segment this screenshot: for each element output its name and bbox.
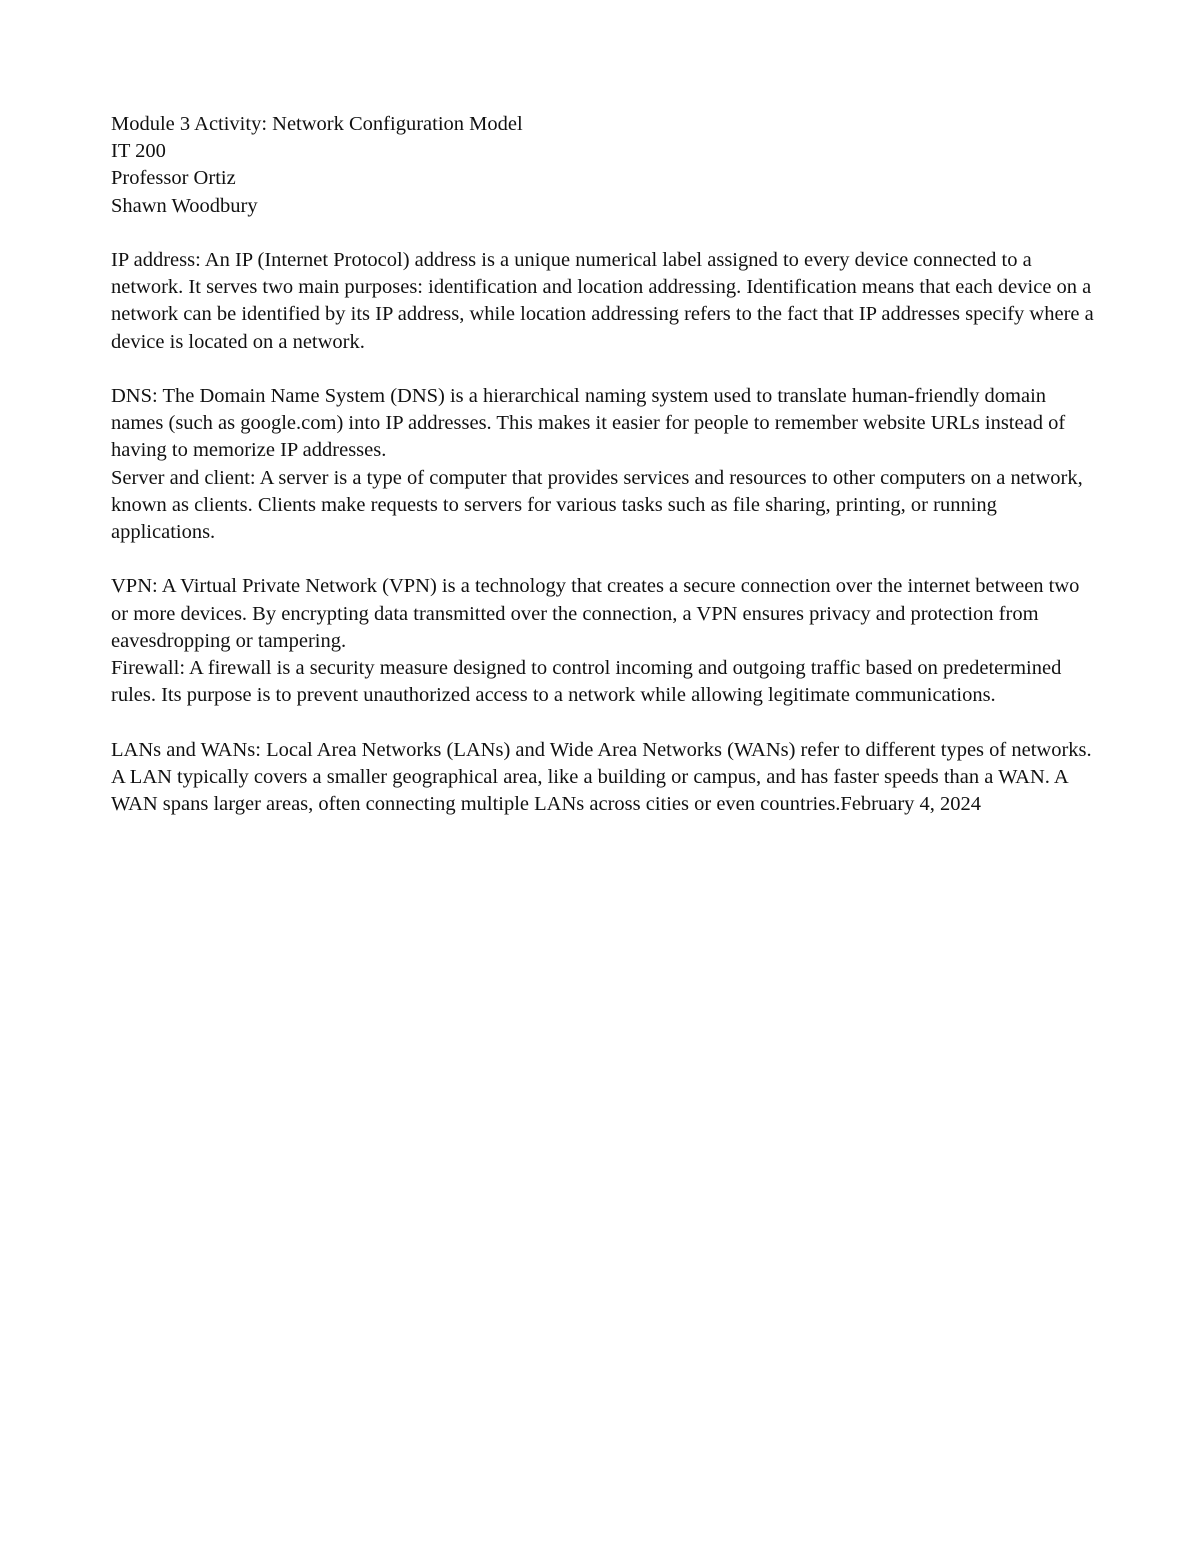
- document-content: [111, 111, 1096, 818]
- blank-line: [111, 220, 1096, 247]
- blank-line: [111, 356, 1096, 383]
- author-name: Shawn Woodbury: [111, 194, 258, 217]
- course-code: IT 200: [111, 140, 166, 163]
- document-title: Module 3 Activity: Network Configuration Model: [111, 113, 523, 135]
- paragraph-dns: DNS: The Domain Name System (DNS) is a hierarchical naming system used to translate human-friendly domain names (such as google.com) into IP addresses. This makes it easier for people to remember website URLs instead of having to memorize IP addresses.: [111, 385, 1066, 462]
- blank-line: [111, 546, 1096, 573]
- paragraph-server-client: Server and client: A server is a type of computer that provides services and resources to other computers on a network, known as clients. Clients make requests to servers for various tasks such as file sharing, printing, or running applications.: [111, 466, 1083, 544]
- professor-name: Professor Ortiz: [111, 167, 236, 190]
- blank-line: [111, 709, 1096, 736]
- paragraph-lans-wans: LANs and WANs: Local Area Networks (LANs) and Wide Area Networks (WANs) refer to different types of networks. A LAN typically covers a smaller geographical area, like a building or campus, and has faster speeds than a WAN. A WAN spans larger areas, often connecting multiple LANs across cities or even countries.February 4, 2024: [111, 738, 1092, 816]
- paragraph-firewall: Firewall: A firewall is a security measure designed to control incoming and outgoing traffic based on predetermined rules. Its purpose is to prevent unauthorized access to a network while allowing legitimate communications.: [111, 657, 1062, 707]
- paragraph-ip-address: IP address: An IP (Internet Protocol) address is a unique numerical label assigned to every device connected to a network. It serves two main purposes: identification and location addressing. Identification means that each device on a network can be identified by its IP address, while location addressing refers to the fact that IP addresses specify where a device is located on a network.: [111, 249, 1094, 353]
- paragraph-vpn: VPN: A Virtual Private Network (VPN) is a technology that creates a secure connection over the internet between two or more devices. By encrypting data transmitted over the connection, a VPN ensures privacy and protection from eavesdropping or tampering.: [111, 575, 1080, 652]
